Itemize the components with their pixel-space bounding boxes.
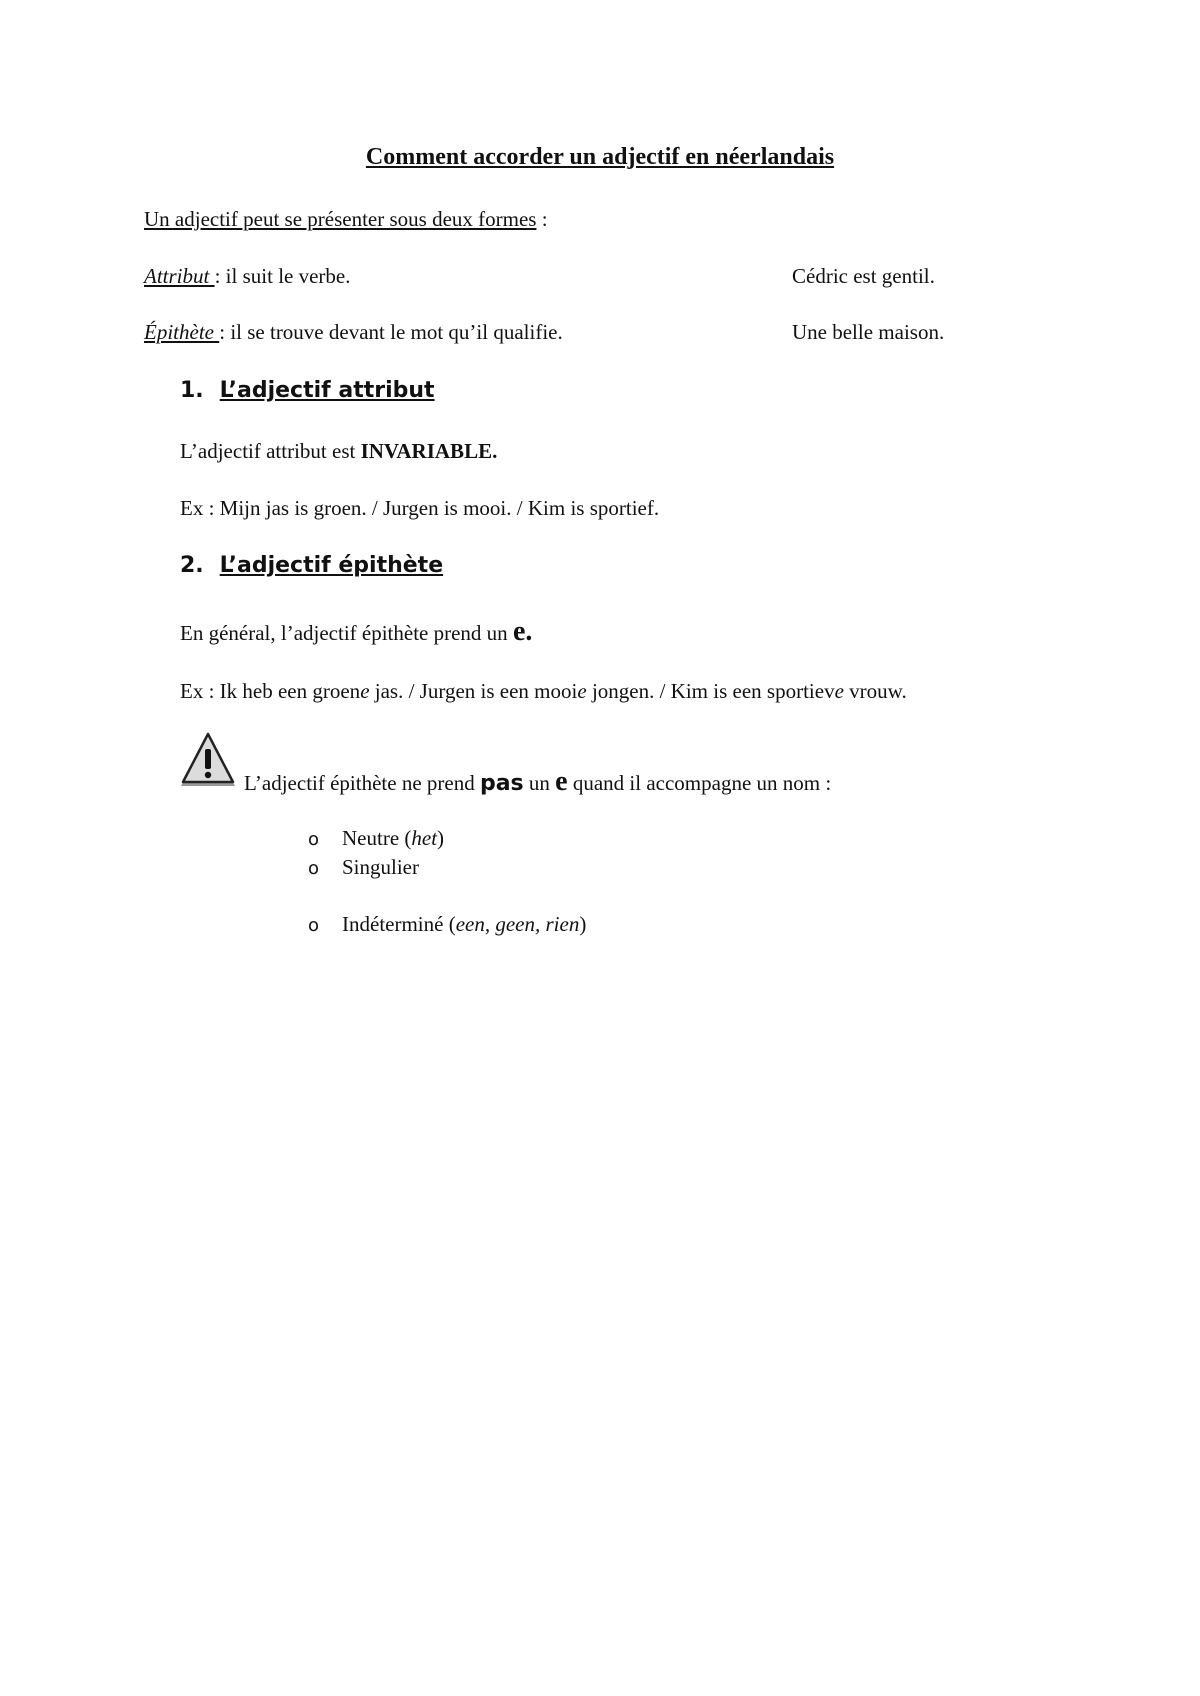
example-part: Ex : Ik heb een groen [180,679,361,703]
list-item-italic: het [411,826,438,850]
epithete-example: Une belle maison. [792,320,945,344]
epithete-definition [144,320,563,345]
example-part: jas. / Jurgen is een mooi [369,679,578,703]
section1-number: 1. [180,378,204,403]
warning-text: L’adjectif épithète ne prend [244,771,480,795]
list-item-text: Singulier [342,855,419,879]
warning-text: un [523,771,556,795]
epithete-desc: : il se trouve devant le mot qu’il qualifie. [219,320,563,344]
section1-rule-text: L’adjectif attribut est [180,439,361,463]
example-part: jongen. / Kim is een sportiev [586,679,835,703]
section2-rule [180,616,532,648]
list-item-text: Indéterminé ( [342,912,456,936]
attribut-term: Attribut [144,264,215,288]
warning-line [244,766,831,798]
intro-text: Un adjectif peut se présenter sous deux formes [144,207,537,231]
example-ending-e: e [577,679,587,703]
bullet-marker: o [308,858,320,879]
intro-colon: : [536,207,548,231]
warning-pas: pas [479,771,524,796]
attribut-desc: : il suit le verbe. [214,264,351,288]
section2-example [180,679,907,704]
list-item-end: ) [437,826,445,850]
list-item-end: ) [579,912,587,936]
section2-title: L’adjectif épithète [219,553,444,578]
example-ending-e: e [834,679,844,703]
section1-example: Ex : Mijn jas is groen. / Jurgen is mooi. / Kim is sportief. [180,496,660,520]
warning-text: quand il accompagne un nom : [567,771,832,795]
section1-rule-bold: INVARIABLE. [360,439,498,463]
example-ending-e: e [360,679,370,703]
section2-number: 2. [180,553,204,578]
list-item-text: Neutre ( [342,826,412,850]
section2-heading [180,553,443,578]
list-item [308,912,586,937]
section1-rule [180,439,497,464]
section1-title: L’adjectif attribut [219,378,435,403]
warning-e: e [555,766,568,797]
attribut-example: Cédric est gentil. [792,264,935,288]
page-title: Comment accorder un adjectif en néerlandais [365,144,835,170]
section2-rule-text: En général, l’adjectif épithète prend un [180,621,513,645]
example-part: vrouw. [843,679,907,703]
list-item [308,855,419,880]
list-item-italic: een, geen, rien [455,912,580,936]
attribut-definition [144,264,350,289]
intro-line [144,207,548,232]
bullet-marker: o [308,915,320,936]
list-item [308,826,444,851]
section1-heading [180,378,435,403]
bullet-marker: o [308,829,320,850]
epithete-term: Épithète [144,320,220,344]
warning-triangle-icon [178,732,238,790]
section2-rule-e: e. [512,616,533,647]
